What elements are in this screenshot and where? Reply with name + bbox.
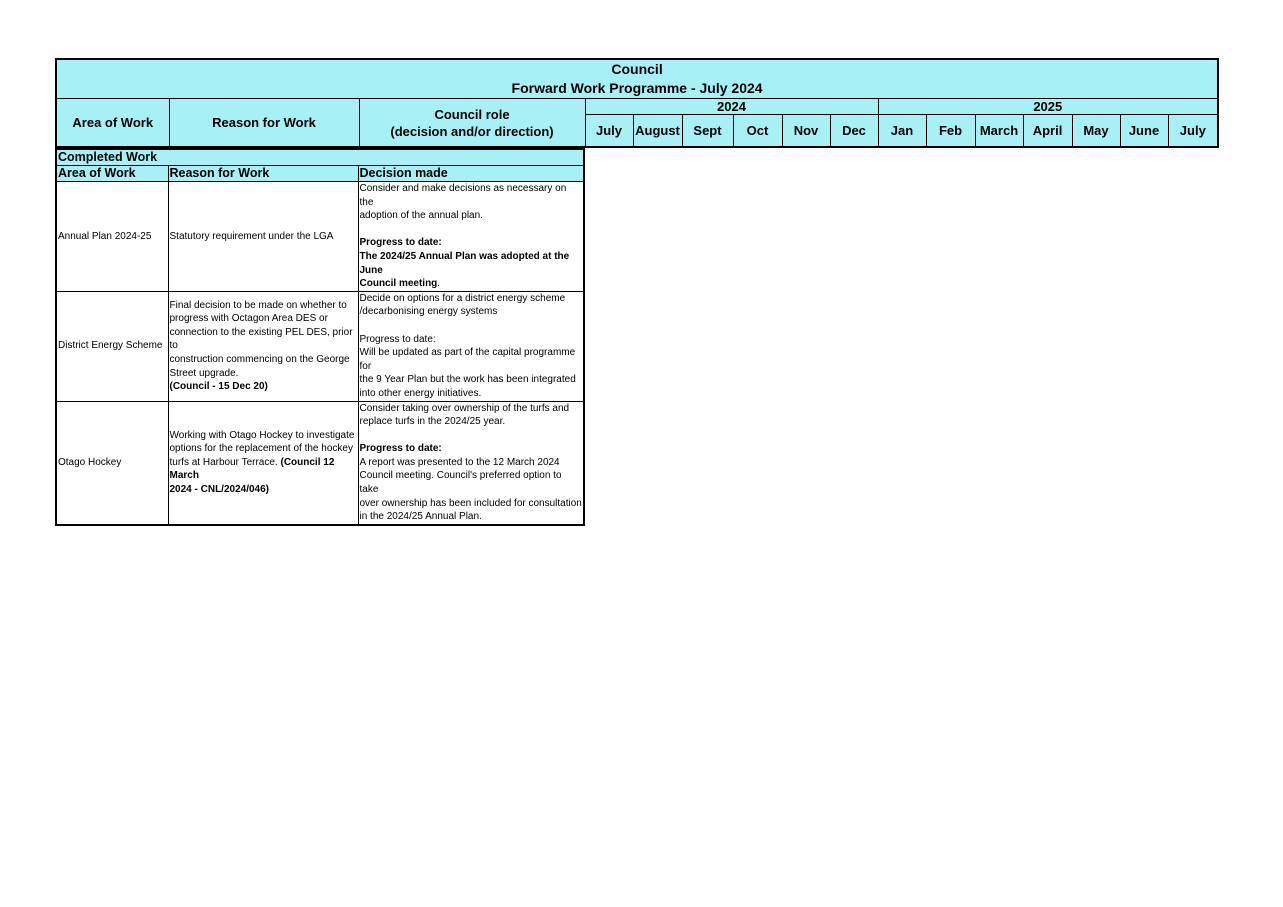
header-council-role bbox=[359, 99, 585, 148]
progress-text-line: over ownership has been included for consultation bbox=[359, 497, 582, 509]
month-jan: Jan bbox=[878, 115, 926, 148]
month-nov: Nov bbox=[782, 115, 830, 148]
progress-text-line: The 2024/25 Annual Plan was adopted at the June bbox=[359, 250, 570, 276]
row-reason bbox=[168, 401, 358, 525]
month-july-2024: July bbox=[585, 115, 633, 148]
reason-text-line: Final decision to be made on whether to bbox=[169, 299, 347, 311]
row-decision bbox=[358, 291, 584, 401]
decision-text-line: replace turfs in the 2024/25 year. bbox=[359, 416, 506, 428]
month-august: August bbox=[633, 115, 682, 148]
progress-label: Progress to date: bbox=[359, 443, 442, 455]
reason-text-line: construction commencing on the George bbox=[169, 353, 350, 365]
row-area: Otago Hockey bbox=[56, 401, 168, 525]
row-reason bbox=[168, 291, 358, 401]
decision-text-line: adoption of the annual plan. bbox=[359, 210, 483, 222]
completed-col-reason: Reason for Work bbox=[168, 166, 358, 182]
month-feb: Feb bbox=[926, 115, 975, 148]
reason-text-line: Working with Otago Hockey to investigate bbox=[169, 429, 355, 441]
completed-col-decision: Decision made bbox=[358, 166, 584, 182]
year-2025: 2025 bbox=[878, 99, 1218, 115]
completed-work-table bbox=[55, 148, 585, 526]
progress-text-line: Council meeting. Council's preferred option to take bbox=[359, 470, 562, 496]
completed-work-title: Completed Work bbox=[56, 149, 584, 166]
decision-text-line: Consider and make decisions as necessary on the bbox=[359, 183, 567, 208]
reason-reference: (Council - 15 Dec 20) bbox=[169, 381, 268, 393]
title-programme: Forward Work Programme - July 2024 bbox=[56, 79, 1218, 99]
month-march: March bbox=[975, 115, 1023, 148]
progress-label: Progress to date: bbox=[359, 333, 436, 345]
progress-text-line: A report was presented to the 12 March 2024 bbox=[359, 456, 560, 468]
reason-text-line: options for the replacement of the hockey bbox=[169, 443, 353, 455]
month-july-2025: July bbox=[1168, 115, 1218, 148]
header-council-role-line2: (decision and/or direction) bbox=[390, 123, 554, 139]
header-council-role-line1: Council role bbox=[434, 106, 510, 122]
progress-label: Progress to date: bbox=[359, 237, 442, 249]
row-area: District Energy Scheme bbox=[56, 291, 168, 401]
reason-text-line: Street upgrade. bbox=[169, 367, 239, 379]
completed-col-area: Area of Work bbox=[56, 166, 168, 182]
reason-text-line: progress with Octagon Area DES or bbox=[169, 313, 328, 325]
month-sept: Sept bbox=[682, 115, 733, 148]
row-decision bbox=[358, 182, 584, 292]
month-oct: Oct bbox=[733, 115, 782, 148]
progress-text-period: . bbox=[437, 278, 441, 290]
reason-reference: (Council 12 March bbox=[169, 456, 335, 482]
row-decision bbox=[358, 401, 584, 525]
forward-work-programme-header bbox=[55, 58, 1219, 148]
table-row bbox=[56, 291, 584, 401]
reason-text-line: connection to the existing PEL DES, prior to bbox=[169, 326, 353, 352]
year-2024: 2024 bbox=[585, 99, 878, 115]
reason-reference: 2024 - CNL/2024/046) bbox=[169, 484, 270, 496]
progress-text-line: into other energy initiatives. bbox=[359, 387, 482, 399]
table-row bbox=[56, 182, 584, 292]
progress-text-line: the 9 Year Plan but the work has been integrated bbox=[359, 374, 576, 386]
title-council: Council bbox=[56, 59, 1218, 79]
progress-text-line: Will be updated as part of the capital programme for bbox=[359, 347, 576, 372]
row-reason: Statutory requirement under the LGA bbox=[168, 182, 358, 292]
progress-text-line: in the 2024/25 Annual Plan. bbox=[359, 511, 482, 523]
month-may: May bbox=[1072, 115, 1120, 148]
reason-text-line: turfs at Harbour Terrace. bbox=[169, 456, 281, 468]
row-area: Annual Plan 2024-25 bbox=[56, 182, 168, 292]
decision-text-line: Decide on options for a district energy scheme bbox=[359, 292, 566, 304]
month-april: April bbox=[1023, 115, 1072, 148]
month-dec: Dec bbox=[830, 115, 878, 148]
header-area-of-work: Area of Work bbox=[56, 99, 169, 148]
progress-text-line: Council meeting bbox=[359, 278, 438, 290]
decision-text-line: /decarbonising energy systems bbox=[359, 306, 498, 318]
table-row bbox=[56, 401, 584, 525]
month-june: June bbox=[1120, 115, 1168, 148]
decision-text-line: Consider taking over ownership of the turfs and bbox=[359, 402, 570, 414]
header-reason-for-work: Reason for Work bbox=[169, 99, 359, 148]
